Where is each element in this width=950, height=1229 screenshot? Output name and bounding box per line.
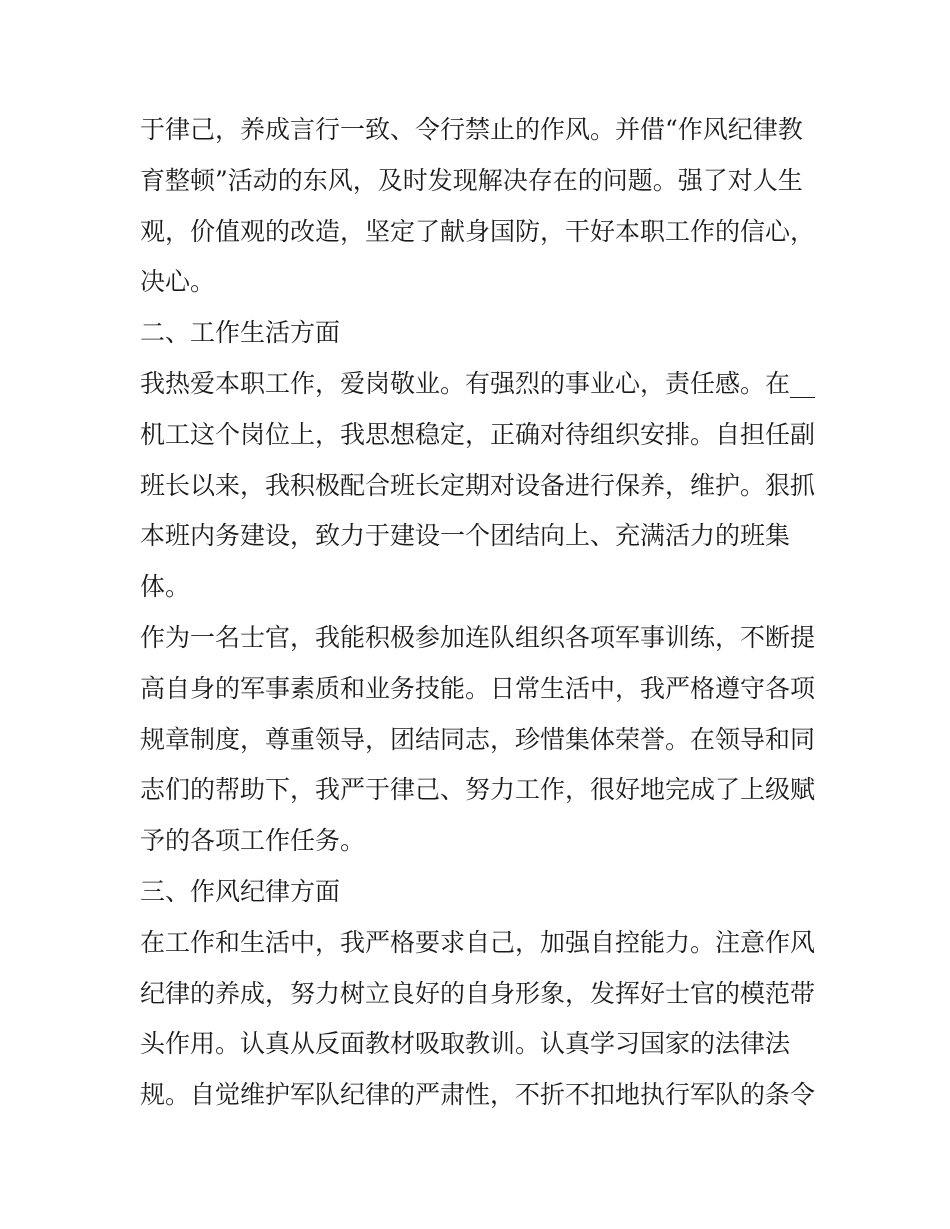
text-line: 志们的帮助下，我严于律己、努力工作，很好地完成了上级赋 (140, 775, 816, 805)
text-line: 规章制度，尊重领导，团结同志，珍惜集体荣誉。在领导和同 (140, 724, 816, 754)
text-line: 纪律的养成，努力树立良好的自身形象，发挥好士官的模范带 (140, 978, 816, 1008)
text-line: 我热爱本职工作，爱岗敬业。有强烈的事业心，责任感。在__ (140, 368, 816, 398)
text-line: 头作用。认真从反面教材吸取教训。认真学习国家的法律法 (140, 1029, 791, 1059)
text-line: 本班内务建设，致力于建设一个团结向上、充满活力的班集 (140, 521, 791, 551)
text-line: 于律己，养成言行一致、令行禁止的作风。并借“作风纪律教 (140, 115, 803, 144)
text-line: 作为一名士官，我能积极参加连队组织各项军事训练，不断提 (140, 622, 816, 652)
text-line: 体。 (140, 572, 191, 602)
document-body (140, 105, 820, 1121)
text-line: 机工这个岗位上，我思想稳定，正确对待组织安排。自担任副 (140, 419, 816, 449)
text-line: 规。自觉维护军队纪律的严肃性，不折不扣地执行军队的条令 (140, 1080, 816, 1110)
section-heading: 二、工作生活方面 (140, 318, 341, 348)
text-line: 育整顿”活动的东风，及时发现解决存在的问题。强了对人生 (140, 165, 803, 195)
text-line: 观，价值观的改造，坚定了献身国防，干好本职工作的信心， (140, 216, 816, 246)
text-line: 高自身的军事素质和业务技能。日常生活中，我严格遵守各项 (140, 673, 816, 703)
text-line: 班长以来，我积极配合班长定期对设备进行保养，维护。狠抓 (140, 470, 816, 500)
text-line: 在工作和生活中，我严格要求自己，加强自控能力。注意作风 (140, 927, 816, 957)
text-line: 决心。 (140, 267, 216, 297)
section-heading: 三、作风纪律方面 (140, 876, 341, 906)
text-line: 予的各项工作任务。 (140, 826, 366, 856)
